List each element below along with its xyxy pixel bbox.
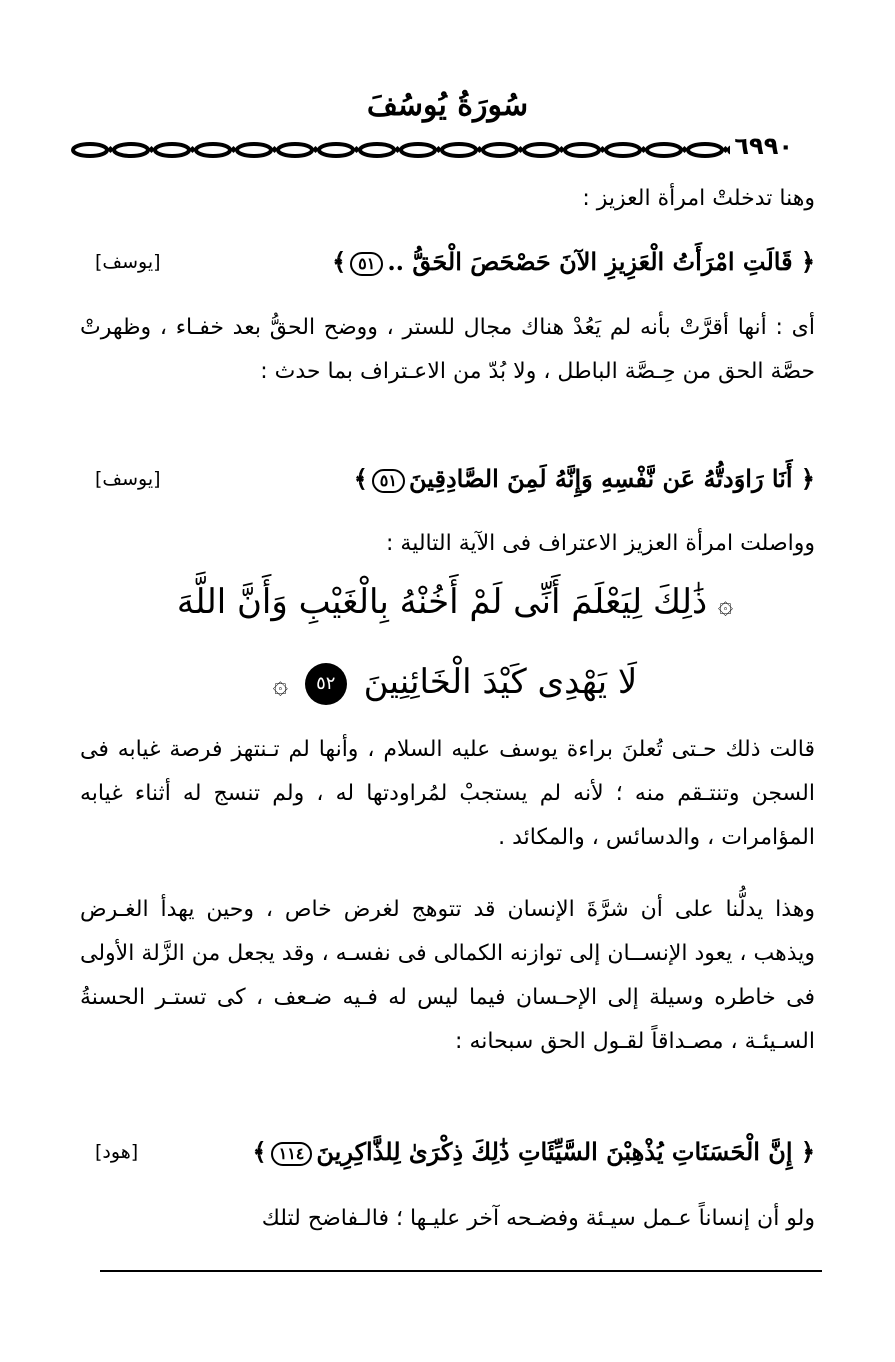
paragraph-4: ولو أن إنساناً عـمل سيـئة وفضـحه آخر عليـها ؛ فالـفاضح لتلك	[261, 1206, 815, 1231]
ayah-number: ٥١	[350, 252, 383, 276]
surah-title: سُورَةُ يُوسُفَ	[366, 88, 529, 123]
chain-ornament-icon	[70, 138, 835, 162]
ornate-verse-line-1: ۞ ذَٰلِكَ لِيَعْلَمَ أَنِّى لَمْ أَخُنْهُ بِالْغَيْبِ وَأَنَّ اللَّهَ	[176, 582, 734, 622]
verse-yusuf-51a	[95, 238, 815, 288]
verse-hud-114	[95, 1128, 815, 1178]
verse-reference: [هود]	[95, 1141, 139, 1163]
ornate-verse-line-2: لَا يَهْدِى كَيْدَ الْخَائِنِينَ ٥٢ ۞	[95, 652, 815, 715]
verse-text: ﴿ إِنَّ الْحَسَنَاتِ يُذْهِبْنَ السَّيِّئَاتِ ذَٰلِكَ ذِكْرَىٰ لِلذَّاكِرِينَ١١٤﴾	[252, 1137, 815, 1166]
ayah-number: ١١٤	[271, 1142, 313, 1166]
ornament-icon: ۞	[272, 670, 288, 700]
verse-text: ﴿ أَنَا رَاوَدتُّهُ عَن نَّفْسِهِ وَإِنَّهُ لَمِنَ الصَّادِقِينَ٥١﴾	[353, 464, 815, 493]
header-ornament-row	[70, 132, 835, 162]
ayah-medallion-icon: ٥٢	[305, 663, 347, 705]
paragraph-2: قالت ذلك حـتى تُعلنَ براءة يوسف عليه السلام ، وأنها لم تـنتهز فرصة غيابه فى السجن وتنتـقم منه ؛ لأنه لم يستجبْ لمُراودتها له ، ولم تنسج له أثناء غيابه المؤامرات ، والدسائس ، والمكائد .	[80, 737, 815, 850]
ornament-icon: ۞	[717, 590, 734, 620]
verse-reference: [يوسف]	[95, 468, 161, 490]
footer-rule	[100, 1270, 822, 1272]
verse-text: ﴿ قَالَتِ امْرَأَتُ الْعَزِيزِ الآنَ حَصْحَصَ الْحَقُّ ..٥١﴾	[332, 247, 815, 276]
verse-reference: [يوسف]	[95, 251, 161, 273]
paragraph-1: أى : أنها أقرَّتْ بأنه لم يَعُدْ هناك مجال للستر ، ووضح الحقُّ بعد خفـاء ، وظهرتْ حصَّة الحق من حِـصَّة الباطل ، ولا بُدّ من الاعـتراف بما حدث :	[80, 315, 815, 384]
intro-line-2: وواصلت امرأة العزيز الاعتراف فى الآية التالية :	[386, 531, 815, 556]
intro-line: وهنا تدخلتْ امرأة العزيز :	[582, 186, 815, 211]
paragraph-3: وهذا يدلُّنا على أن شرَّةَ الإنسان قد تتوهج لغرض خاص ، وحين يهدأ الغـرض ويذهب ، يعود الإنســان إلى توازنه الكمالى فى نفسـه ، وقد يجعل من الزَّلة الأولى فى خاطره وسيلة إلى الإحـسان فيما ليس له فـيه ضـعف ، كى تستـر الحسنةُ السـيئـة ، مصـداقاً لقـول الحق سبحانه :	[80, 897, 815, 1054]
verse-yusuf-51b	[95, 455, 815, 505]
ayah-number: ٥١	[372, 469, 405, 493]
page-number: ٦٩٩٠	[730, 132, 797, 160]
